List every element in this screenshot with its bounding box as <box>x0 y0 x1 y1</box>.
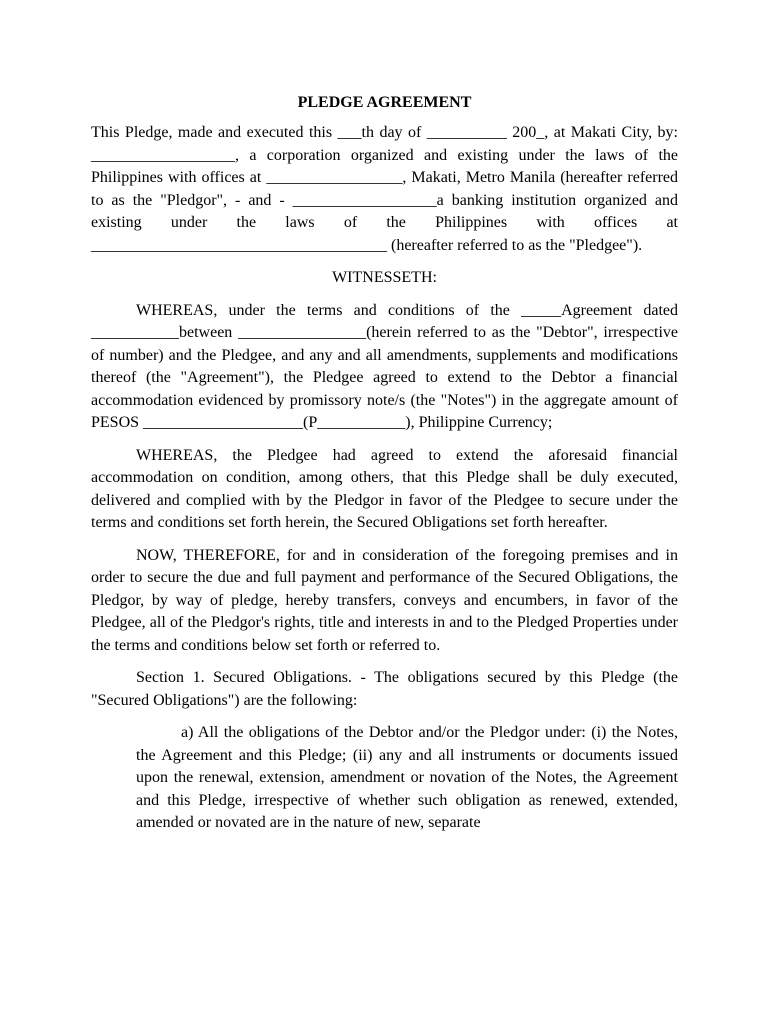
section-1-paragraph: Section 1. Secured Obligations. - The obligations secured by this Pledge (the "Secured Obligations") are the following: <box>91 669 678 709</box>
whereas-paragraph-2: WHEREAS, the Pledgee had agreed to extend the aforesaid financial accommodation on condition, among others, that this Pledge shall be duly executed, delivered and complied with by the Pledgor in favor of the Pledgee to secure under the terms and conditions set forth herein, the Secured Obligations set forth hereafter. <box>91 446 678 531</box>
whereas-paragraph-1: WHEREAS, under the terms and conditions of the _____Agreement dated ___________between ________________(herein referred to as the "Debtor", irrespective of number) and the Pledgee, and any and all amendments, supplements and modifications thereof (the "Agreement"), the Pledgee agreed to extend to the Debtor a financial accommodation evidenced by promissory note/s (the "Notes") in the aggregate amount of PESOS ____________________(P___________), Philippine Currency; <box>91 301 678 431</box>
intro-paragraph: This Pledge, made and executed this ___th day of __________ 200_, at Makati City, by: __________________, a corporation organized and existing under the laws of the Philippines with offices at _________________, Makati, Metro Manila (hereafter referred to as the "Pledgor", - and - __________________a banking institution organized and existing under the laws of the Philippines with offices at _____________________________________ (hereafter referred to as the "Pledgee"). <box>91 124 678 254</box>
now-therefore-paragraph: NOW, THEREFORE, for and in consideration of the foregoing premises and in order to secure the due and full payment and performance of the Secured Obligations, the Pledgor, by way of pledge, hereby transfers, conveys and encumbers, in favor of the Pledgee, all of the Pledgor's rights, title and interests in and to the Pledged Properties under the terms and conditions below set forth or referred to. <box>91 546 678 654</box>
document-page <box>91 92 678 845</box>
document-title: PLEDGE AGREEMENT <box>297 94 472 111</box>
witnesseth-heading: WITNESSETH: <box>332 269 437 286</box>
section-1-item-a: a) All the obligations of the Debtor and/or the Pledgor under: (i) the Notes, the Agreement and this Pledge; (ii) any and all instruments or documents issued upon the renewal, extension, amendment or novation of the Notes, the Agreement and this Pledge, irrespective of whether such obligation as renewed, extended, amended or novated are in the nature of new, separate <box>136 724 678 831</box>
